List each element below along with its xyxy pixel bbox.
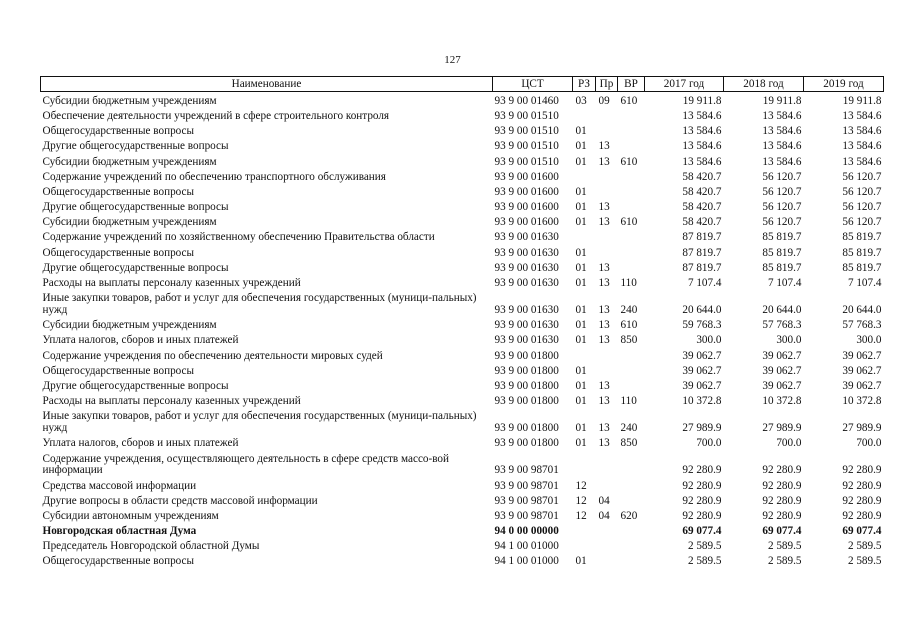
table-row <box>41 122 884 137</box>
cell-rz: 01 <box>575 201 587 214</box>
cell-2017: 87 819.7 <box>682 261 722 274</box>
table-row <box>41 138 884 153</box>
cell-rz: 01 <box>575 185 587 198</box>
table-header-row <box>41 77 884 92</box>
cell-pr: 13 <box>598 395 610 408</box>
cell-2017: 92 280.9 <box>682 464 722 477</box>
cell-vr: 110 <box>620 395 637 408</box>
cell-2018: 13 584.6 <box>762 109 802 122</box>
table-row <box>41 107 884 122</box>
cell-2019: 57 768.3 <box>842 319 882 332</box>
cell-2017: 27 989.9 <box>682 422 722 435</box>
cell-rz <box>573 450 596 477</box>
cell-cst: 93 9 00 01460 <box>494 94 559 107</box>
cell-vr <box>618 538 645 553</box>
table-row <box>41 198 884 213</box>
table-row <box>41 168 884 183</box>
cell-name: Общегосударственные вопросы <box>42 246 195 259</box>
cell-cst: 93 9 00 98701 <box>494 509 559 522</box>
cell-vr: 620 <box>620 509 638 522</box>
cell-name: Общегосударственные вопросы <box>42 125 195 138</box>
cell-2019: 69 077.4 <box>842 525 882 538</box>
cell-rz: 01 <box>575 140 587 153</box>
table-row <box>41 183 884 198</box>
table-row <box>41 538 884 553</box>
cell-2018: 7 107.4 <box>767 277 802 290</box>
table-row <box>41 229 884 244</box>
cell-rz <box>573 168 596 183</box>
cell-2018: 27 989.9 <box>762 422 802 435</box>
cell-vr: 240 <box>620 304 638 317</box>
header-2019: 2019 год <box>804 77 884 92</box>
cell-name: Уплата налогов, сборов и иных платежей <box>42 334 239 347</box>
cell-rz: 01 <box>575 246 587 259</box>
cell-pr <box>596 168 618 183</box>
table-row <box>41 259 884 274</box>
cell-2018: 10 372.8 <box>762 395 802 408</box>
table-row <box>41 289 884 316</box>
table-row <box>41 492 884 507</box>
header-2017: 2017 год <box>645 77 724 92</box>
cell-name: Содержание учреждения, осуществляющего деятельность в сфере средств массо-вой информации <box>42 452 450 477</box>
cell-name: Расходы на выплаты персоналу казенных учреждений <box>42 395 301 408</box>
cell-cst: 93 9 00 01600 <box>494 185 559 198</box>
cell-2017: 10 372.8 <box>682 395 722 408</box>
table-row <box>41 522 884 537</box>
cell-vr: 240 <box>620 422 638 435</box>
cell-cst: 93 9 00 98701 <box>494 464 559 477</box>
cell-vr <box>618 450 645 477</box>
cell-2019: 13 584.6 <box>842 155 882 168</box>
cell-name: Субсидии бюджетным учреждениям <box>42 94 217 107</box>
cell-2017: 13 584.6 <box>682 109 722 122</box>
table-row <box>41 435 884 450</box>
cell-2018: 56 120.7 <box>762 185 802 198</box>
cell-name: Другие вопросы в области средств массовой информации <box>42 494 318 507</box>
cell-name: Другие общегосударственные вопросы <box>42 261 229 274</box>
cell-2017: 39 062.7 <box>682 349 722 362</box>
cell-2019: 85 819.7 <box>842 231 882 244</box>
cell-2017: 13 584.6 <box>682 140 722 153</box>
cell-rz <box>573 107 596 122</box>
cell-rz <box>573 347 596 362</box>
cell-vr: 850 <box>620 334 638 347</box>
table-row <box>41 153 884 168</box>
cell-rz: 12 <box>575 509 587 522</box>
cell-cst: 93 9 00 98701 <box>494 494 559 507</box>
cell-cst: 93 9 00 01510 <box>494 125 559 138</box>
cell-name: Субсидии автономным учреждениям <box>42 509 219 522</box>
cell-2017: 20 644.0 <box>682 304 722 317</box>
cell-2019: 92 280.9 <box>842 464 882 477</box>
cell-vr <box>618 183 645 198</box>
cell-rz: 01 <box>575 319 587 332</box>
cell-rz: 01 <box>575 304 587 317</box>
header-pr: Пр <box>596 77 618 92</box>
cell-pr <box>596 362 618 377</box>
cell-2019: 56 120.7 <box>842 185 882 198</box>
cell-2018: 39 062.7 <box>762 379 802 392</box>
cell-vr <box>618 244 645 259</box>
cell-2018: 92 280.9 <box>762 479 802 492</box>
cell-cst: 94 0 00 00000 <box>494 525 559 538</box>
page-number: 127 <box>444 54 461 66</box>
header-vr: ВР <box>618 77 645 92</box>
cell-pr: 04 <box>598 509 610 522</box>
budget-table <box>40 76 884 568</box>
cell-2018: 20 644.0 <box>762 304 802 317</box>
cell-2019: 56 120.7 <box>842 170 882 183</box>
cell-2019: 39 062.7 <box>842 379 882 392</box>
cell-2017: 2 589.5 <box>687 540 722 553</box>
cell-cst: 93 9 00 01630 <box>494 277 559 290</box>
cell-2018: 2 589.5 <box>767 540 802 553</box>
cell-2018: 92 280.9 <box>762 464 802 477</box>
cell-rz: 01 <box>575 125 587 138</box>
cell-cst: 93 9 00 01600 <box>494 201 559 214</box>
cell-pr: 13 <box>598 261 610 274</box>
cell-2018: 13 584.6 <box>762 125 802 138</box>
table-row <box>41 347 884 362</box>
cell-2017: 7 107.4 <box>687 277 722 290</box>
cell-vr <box>618 168 645 183</box>
cell-2019: 85 819.7 <box>842 246 882 259</box>
header-rz: РЗ <box>573 77 596 92</box>
cell-2019: 19 911.8 <box>842 94 882 107</box>
cell-pr: 13 <box>598 379 610 392</box>
cell-vr: 610 <box>620 319 638 332</box>
cell-vr <box>618 107 645 122</box>
cell-2017: 19 911.8 <box>682 94 722 107</box>
cell-vr <box>618 259 645 274</box>
cell-name: Общегосударственные вопросы <box>42 555 195 568</box>
cell-vr <box>618 377 645 392</box>
cell-rz: 01 <box>575 437 587 450</box>
cell-2018: 2 589.5 <box>767 555 802 568</box>
cell-2018: 13 584.6 <box>762 155 802 168</box>
cell-2017: 58 420.7 <box>682 185 722 198</box>
cell-2017: 58 420.7 <box>682 216 722 229</box>
cell-2018: 85 819.7 <box>762 246 802 259</box>
table-row <box>41 244 884 259</box>
cell-cst: 93 9 00 01630 <box>494 334 559 347</box>
cell-name: Обеспечение деятельности учреждений в сфере строительного контроля <box>42 109 390 122</box>
cell-2017: 87 819.7 <box>682 231 722 244</box>
cell-2019: 92 280.9 <box>842 479 882 492</box>
table-row <box>41 392 884 407</box>
cell-2017: 13 584.6 <box>682 155 722 168</box>
cell-2017: 58 420.7 <box>682 170 722 183</box>
cell-2017: 69 077.4 <box>682 525 722 538</box>
cell-2019: 2 589.5 <box>847 555 882 568</box>
cell-cst: 93 9 00 98701 <box>494 479 559 492</box>
cell-vr: 110 <box>620 277 637 290</box>
cell-name: Другие общегосударственные вопросы <box>42 201 229 214</box>
cell-2019: 13 584.6 <box>842 109 882 122</box>
cell-rz: 12 <box>575 479 587 492</box>
cell-cst: 94 1 00 01000 <box>494 555 559 568</box>
cell-2017: 2 589.5 <box>687 555 722 568</box>
cell-rz: 01 <box>575 422 587 435</box>
cell-pr: 09 <box>598 94 610 107</box>
cell-2019: 39 062.7 <box>842 364 882 377</box>
cell-pr: 13 <box>598 155 610 168</box>
cell-cst: 93 9 00 01630 <box>494 231 559 244</box>
cell-cst: 93 9 00 01630 <box>494 304 559 317</box>
cell-vr: 850 <box>620 437 638 450</box>
cell-2018: 13 584.6 <box>762 140 802 153</box>
cell-rz: 01 <box>575 155 587 168</box>
cell-rz: 01 <box>575 395 587 408</box>
table-row <box>41 477 884 492</box>
cell-vr <box>618 522 645 537</box>
cell-2019: 92 280.9 <box>842 509 882 522</box>
cell-2018: 92 280.9 <box>762 509 802 522</box>
cell-pr <box>596 553 618 568</box>
cell-2017: 13 584.6 <box>682 125 722 138</box>
table-row <box>41 507 884 522</box>
cell-cst: 93 9 00 01800 <box>494 437 559 450</box>
cell-cst: 94 1 00 01000 <box>494 540 559 553</box>
cell-name: Средства массовой информации <box>42 479 197 492</box>
cell-2019: 2 589.5 <box>847 540 882 553</box>
cell-2019: 56 120.7 <box>842 216 882 229</box>
cell-pr: 13 <box>598 277 610 290</box>
cell-name: Общегосударственные вопросы <box>42 364 195 377</box>
cell-2019: 13 584.6 <box>842 140 882 153</box>
cell-cst: 93 9 00 01510 <box>494 140 559 153</box>
cell-pr: 13 <box>598 201 610 214</box>
cell-vr: 610 <box>620 216 638 229</box>
cell-2019: 300.0 <box>856 334 882 347</box>
table-row <box>41 408 884 435</box>
cell-pr <box>596 122 618 137</box>
cell-pr: 04 <box>598 494 610 507</box>
cell-name: Субсидии бюджетным учреждениям <box>42 155 217 168</box>
cell-pr: 13 <box>598 216 610 229</box>
cell-2017: 700.0 <box>696 437 722 450</box>
cell-vr <box>618 347 645 362</box>
cell-2019: 13 584.6 <box>842 125 882 138</box>
cell-2018: 39 062.7 <box>762 364 802 377</box>
cell-vr <box>618 122 645 137</box>
cell-cst: 93 9 00 01630 <box>494 319 559 332</box>
cell-cst: 93 9 00 01510 <box>494 109 559 122</box>
cell-2017: 92 280.9 <box>682 509 722 522</box>
table-row <box>41 377 884 392</box>
cell-2018: 85 819.7 <box>762 261 802 274</box>
table-row <box>41 316 884 331</box>
cell-vr <box>618 229 645 244</box>
cell-2019: 92 280.9 <box>842 494 882 507</box>
cell-2018: 56 120.7 <box>762 216 802 229</box>
cell-2018: 700.0 <box>776 437 802 450</box>
cell-2018: 39 062.7 <box>762 349 802 362</box>
cell-vr: 610 <box>620 155 638 168</box>
cell-rz: 03 <box>575 94 587 107</box>
cell-pr <box>596 522 618 537</box>
cell-2017: 59 768.3 <box>682 319 722 332</box>
cell-2018: 57 768.3 <box>762 319 802 332</box>
cell-rz: 01 <box>575 555 587 568</box>
cell-pr <box>596 183 618 198</box>
cell-cst: 93 9 00 01800 <box>494 364 559 377</box>
cell-vr <box>618 138 645 153</box>
cell-rz: 01 <box>575 277 587 290</box>
cell-2019: 56 120.7 <box>842 201 882 214</box>
cell-2018: 300.0 <box>776 334 802 347</box>
cell-name: Иные закупки товаров, работ и услуг для обеспечения государственных (муници-пальных) нужд <box>42 292 477 316</box>
cell-pr <box>596 229 618 244</box>
cell-cst: 93 9 00 01800 <box>494 379 559 392</box>
cell-cst: 93 9 00 01800 <box>494 395 559 408</box>
cell-cst: 93 9 00 01630 <box>494 246 559 259</box>
cell-name: Общегосударственные вопросы <box>42 185 195 198</box>
table-row <box>41 214 884 229</box>
cell-2017: 92 280.9 <box>682 494 722 507</box>
cell-pr: 13 <box>598 140 610 153</box>
cell-name: Другие общегосударственные вопросы <box>42 379 229 392</box>
cell-name: Субсидии бюджетным учреждениям <box>42 216 217 229</box>
cell-vr <box>618 477 645 492</box>
cell-name: Председатель Новгородской областной Думы <box>42 540 260 553</box>
cell-vr <box>618 553 645 568</box>
cell-vr <box>618 492 645 507</box>
header-2018: 2018 год <box>724 77 804 92</box>
cell-2019: 10 372.8 <box>842 395 882 408</box>
cell-name: Содержание учреждений по обеспечению транспортного обслуживания <box>42 170 386 183</box>
cell-cst: 93 9 00 01600 <box>494 170 559 183</box>
cell-rz <box>573 538 596 553</box>
cell-name: Уплата налогов, сборов и иных платежей <box>42 437 239 450</box>
cell-2017: 92 280.9 <box>682 479 722 492</box>
header-cst: ЦСТ <box>493 77 573 92</box>
cell-2019: 85 819.7 <box>842 261 882 274</box>
cell-pr: 13 <box>598 304 610 317</box>
cell-pr <box>596 477 618 492</box>
cell-2018: 56 120.7 <box>762 201 802 214</box>
cell-2019: 27 989.9 <box>842 422 882 435</box>
cell-pr: 13 <box>598 422 610 435</box>
cell-2017: 300.0 <box>696 334 722 347</box>
cell-2019: 700.0 <box>856 437 882 450</box>
cell-pr <box>596 450 618 477</box>
table-body <box>41 92 884 568</box>
cell-pr <box>596 107 618 122</box>
cell-pr: 13 <box>598 437 610 450</box>
cell-rz <box>573 522 596 537</box>
cell-2017: 39 062.7 <box>682 364 722 377</box>
cell-2019: 7 107.4 <box>847 277 882 290</box>
cell-vr <box>618 198 645 213</box>
cell-rz: 01 <box>575 261 587 274</box>
cell-name: Содержание учреждения по обеспечению деятельности мировых судей <box>42 349 383 362</box>
cell-rz: 01 <box>575 379 587 392</box>
cell-2018: 85 819.7 <box>762 231 802 244</box>
cell-cst: 93 9 00 01800 <box>494 349 559 362</box>
cell-2018: 19 911.8 <box>762 94 802 107</box>
cell-rz: 01 <box>575 334 587 347</box>
cell-cst: 93 9 00 01800 <box>494 422 559 435</box>
cell-name: Расходы на выплаты персоналу казенных учреждений <box>42 277 301 290</box>
cell-name: Содержание учреждений по хозяйственному обеспечению Правительства области <box>42 231 435 244</box>
cell-pr <box>596 244 618 259</box>
cell-cst: 93 9 00 01600 <box>494 216 559 229</box>
table-row <box>41 92 884 108</box>
cell-2018: 92 280.9 <box>762 494 802 507</box>
cell-cst: 93 9 00 01510 <box>494 155 559 168</box>
cell-rz: 12 <box>575 494 587 507</box>
cell-pr <box>596 538 618 553</box>
cell-2019: 20 644.0 <box>842 304 882 317</box>
cell-pr: 13 <box>598 319 610 332</box>
cell-pr <box>596 347 618 362</box>
cell-vr: 610 <box>620 94 638 107</box>
table-row <box>41 362 884 377</box>
table-row <box>41 450 884 477</box>
cell-name: Другие общегосударственные вопросы <box>42 140 229 153</box>
cell-2018: 56 120.7 <box>762 170 802 183</box>
cell-cst: 93 9 00 01630 <box>494 261 559 274</box>
cell-2017: 87 819.7 <box>682 246 722 259</box>
cell-2017: 58 420.7 <box>682 201 722 214</box>
header-name: Наименование <box>41 77 493 92</box>
cell-2019: 39 062.7 <box>842 349 882 362</box>
cell-2017: 39 062.7 <box>682 379 722 392</box>
cell-rz <box>573 229 596 244</box>
cell-name: Иные закупки товаров, работ и услуг для обеспечения государственных (муници-пальных) нужд <box>42 410 477 434</box>
cell-pr: 13 <box>598 334 610 347</box>
cell-name: Новгородская областная Дума <box>42 525 197 538</box>
cell-2018: 69 077.4 <box>762 525 802 538</box>
cell-rz: 01 <box>575 216 587 229</box>
table-row <box>41 332 884 347</box>
cell-vr <box>618 362 645 377</box>
cell-name: Субсидии бюджетным учреждениям <box>42 319 217 332</box>
table-row <box>41 274 884 289</box>
cell-rz: 01 <box>575 364 587 377</box>
table-row <box>41 553 884 568</box>
